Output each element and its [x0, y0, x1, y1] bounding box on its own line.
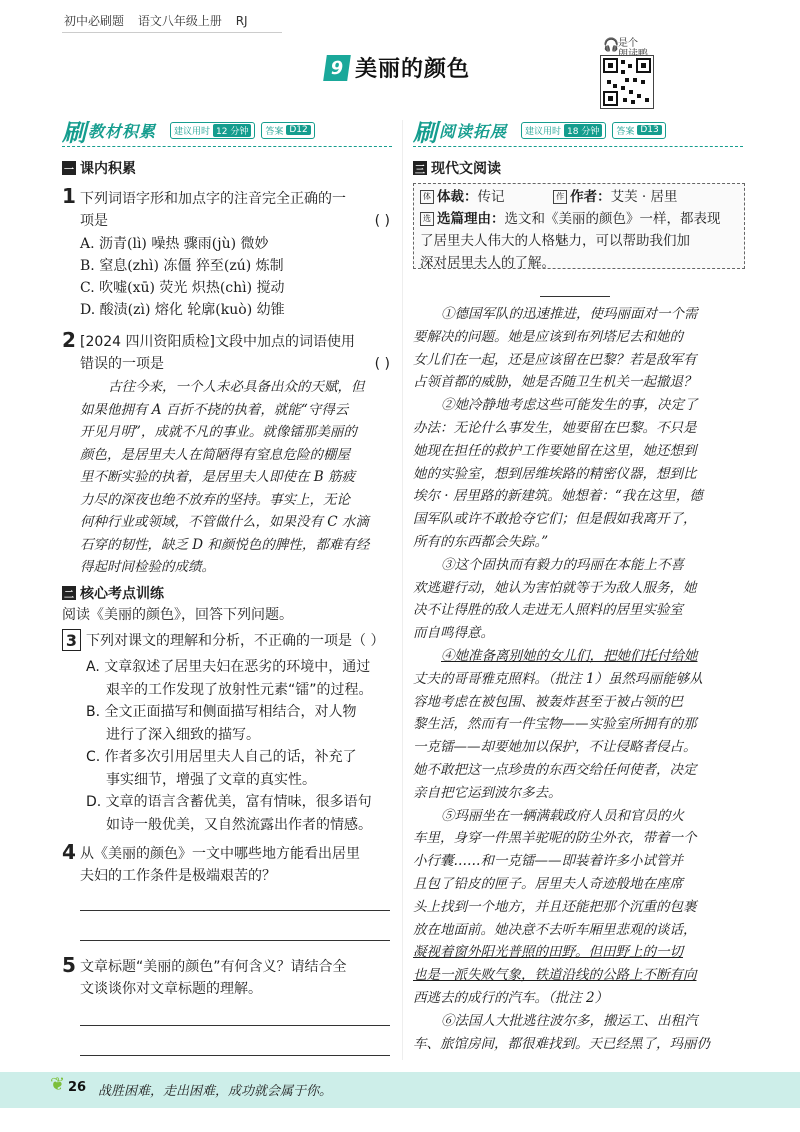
right-section-banner: 刷 阅读拓展 建议用时 18 分钟 答案 D13 — [413, 118, 672, 142]
question-5: 文章标题“美丽的颜色”有何含义？请结合全 文谈谈你对文章标题的理解。 — [80, 959, 347, 997]
subheading: 三 现代文阅读 — [415, 161, 501, 177]
header — [64, 12, 258, 29]
reading-intro: 阅读《美丽的颜色》，回答下列问题。 — [62, 607, 293, 623]
question-2: [2024 四川资阳质检]文段中加点的词语使用 错误的一项是 ( ) — [80, 331, 390, 375]
time-badge: 建议用时 12 分钟 — [170, 122, 255, 139]
option: D. 酸渍(zì) 熔化 轮廓(kuò) 幼锥 — [80, 302, 285, 318]
answer-paren: ( ) — [374, 213, 390, 229]
lesson-number: 9 — [323, 55, 351, 81]
author-icon: 作 — [553, 190, 567, 204]
question-number: 2 — [62, 328, 76, 352]
question-1: 下列词语字形和加点字的注音完全正确的一 项是 ( ) — [80, 188, 390, 232]
option: A. 沥青(lì) 噪热 骤雨(jù) 微妙 — [80, 236, 269, 252]
column-divider — [402, 120, 403, 1060]
q3-options — [86, 656, 392, 836]
answer-line[interactable] — [80, 940, 390, 941]
page-number: 26 — [68, 1080, 87, 1095]
subheading: 一 课内积累 — [64, 161, 136, 177]
reading-info: 体 体裁：传记 作 作者：艾芙 · 居里 选 选篇理由：选文和《美丽的颜色》一样，都表现 了居里夫人伟大的人格魅力，可以帮助我们加 深对居里夫人的了解。 — [420, 189, 721, 271]
option: D. 文章的语言含蓄优美，富有情味，很多语句 如诗一般优美，又自然流露出作者的情感。 — [86, 794, 372, 833]
lesson-heading — [325, 52, 470, 83]
subject-name: 语文八年级上册 — [137, 14, 222, 28]
leaf-icon: ❦ — [50, 1074, 66, 1095]
question-4: 从《美丽的颜色》一文中哪些地方能看出居里 夫妇的工作条件是极端艰苦的？ — [80, 846, 360, 884]
option: A. 文章叙述了居里夫妇在恶劣的环境中，通过 艰辛的工作发现了放射性元素“镭”的过程。 — [86, 659, 373, 698]
question-number: 3 — [62, 629, 81, 651]
time-badge: 建议用时 18 分钟 — [521, 122, 606, 139]
option: C. 作者多次引用居里夫人自己的话，补充了 事实细节，增强了文章的真实性。 — [86, 749, 357, 788]
q2-passage: 古往今来，一个人未必具备出众的天赋，但 如果他拥有 A 百折不挠的执着，就能“守得云 开见月明”，成就不凡的事业。就像镭那美丽的 颜色，是居里夫人在简陋得有窒息危险的棚屋 里不断实验的执着，是居里夫人即使在 B 筋疲 力尽的深夜也绝不放弃的坚持。事实上，无论 何种行业或领域，不管做什么，如果没有 C 水滴 石穿的韧性，缺乏 D 和颜悦色的脾性，都难有经 得起时间检验的成绩。 — [80, 379, 370, 575]
option: B. 窒息(zhì) 冻僵 猝至(zú) 炼制 — [80, 258, 284, 274]
answer-line[interactable] — [80, 910, 390, 911]
series-name: 初中必刷题 — [64, 14, 125, 28]
left-section-banner: 刷 教材积累 建议用时 12 分钟 答案 D12 — [62, 118, 321, 142]
divider — [62, 146, 392, 147]
option: C. 吹嘘(xū) 荧光 炽热(chì) 搅动 — [80, 280, 285, 296]
genre-icon: 体 — [420, 190, 434, 204]
q1-options — [80, 233, 390, 321]
divider — [413, 146, 743, 147]
answer-badge: 答案 D13 — [612, 122, 665, 139]
question-number: 4 — [62, 840, 76, 864]
footer-motto: 战胜困难，走出困难，成功就会属于你。 — [98, 1084, 333, 1099]
question-number: 1 — [62, 184, 76, 208]
answer-line[interactable] — [80, 1025, 390, 1026]
duck-icon: 🎧 — [603, 38, 620, 53]
header-rule — [62, 32, 282, 33]
subheading: 二 核心考点训练 — [64, 586, 164, 602]
divider — [540, 296, 610, 297]
answer-paren: ( ) — [374, 356, 390, 372]
lesson-title: 美丽的颜色 — [355, 57, 471, 82]
question-3: 下列对课文的理解和分析，不正确的一项是（ ） — [86, 633, 385, 649]
question-number: 5 — [62, 953, 76, 977]
answer-badge: 答案 D12 — [261, 122, 314, 139]
answer-line[interactable] — [80, 1055, 390, 1056]
edition: RJ — [235, 14, 248, 28]
reason-icon: 选 — [420, 212, 434, 226]
qr-code-icon[interactable] — [600, 55, 654, 109]
option: B. 全文正面描写和侧面描写相结合，对人物 进行了深入细致的描写。 — [86, 704, 357, 743]
reading-passage: ①德国军队的迅速推进，使玛丽面对一个需 要解决的问题。她是应该到布列塔尼去和她的 女儿们在一起，还是应该留在巴黎？若是敌军有 占领首都的威胁，她是否随卫生机关一起撤退？ ②她冷静地考虑这些可能发生的事，决定了 办法：无论什么事发生，她要留在巴黎。不只是 她现在担任的救护工作要她留在这里，她还想到 她的实验室，想到居维埃路的精密仪器，想到比 埃尔 · 居里路的新建筑。她想着：“我在这里，德 国军队或许不敢抢夺它们；但是假如我离开了， 所有的东西都会失踪。” ③这个固执而有毅力的玛丽在本能上不喜 欢逃避行动，她认为害怕就等于为敌人服务，她 决不让得胜的敌人走进无人照料的居里实验室 而自鸣得意。 ④她准备离别她的女儿们，把她们托付给她 丈夫的哥哥雅克照料。（批注 1）虽然玛丽能够从 容地考虑在被包围、被轰炸甚至于被占领的巴 黎生活，然而有一件宝物——实验室所拥有的那 一克镭——却要她加以保护，不让侵略者侵占。 她不敢把这一点珍贵的东西交给任何使者，决定 亲自把它运到波尔多去。 ⑤玛丽坐在一辆满载政府人员和官员的火 车里，身穿一件黑羊驼呢的防尘外衣，带着一个 小行囊……和一克镭——即装着许多小试管并 且包了铅皮的匣子。居里夫人奇迹般地在座席 头上找到一个地方，并且还能把那个沉重的包裹 放在地面前。她决意不去听车厢里悲观的谈话， 凝视着窗外阳光普照的田野。但田野上的一切 也是一派失败气象，铁道沿线的公路上不断有向 西逃去的成行的汽车。（批注 2） ⑥法国人大批逃往波尔多，搬运工、出租汽 车、旅馆房间，都很难找到。天已经黑了，玛丽仍 — [413, 306, 710, 1052]
qr-label: 是个 — [618, 38, 638, 49]
